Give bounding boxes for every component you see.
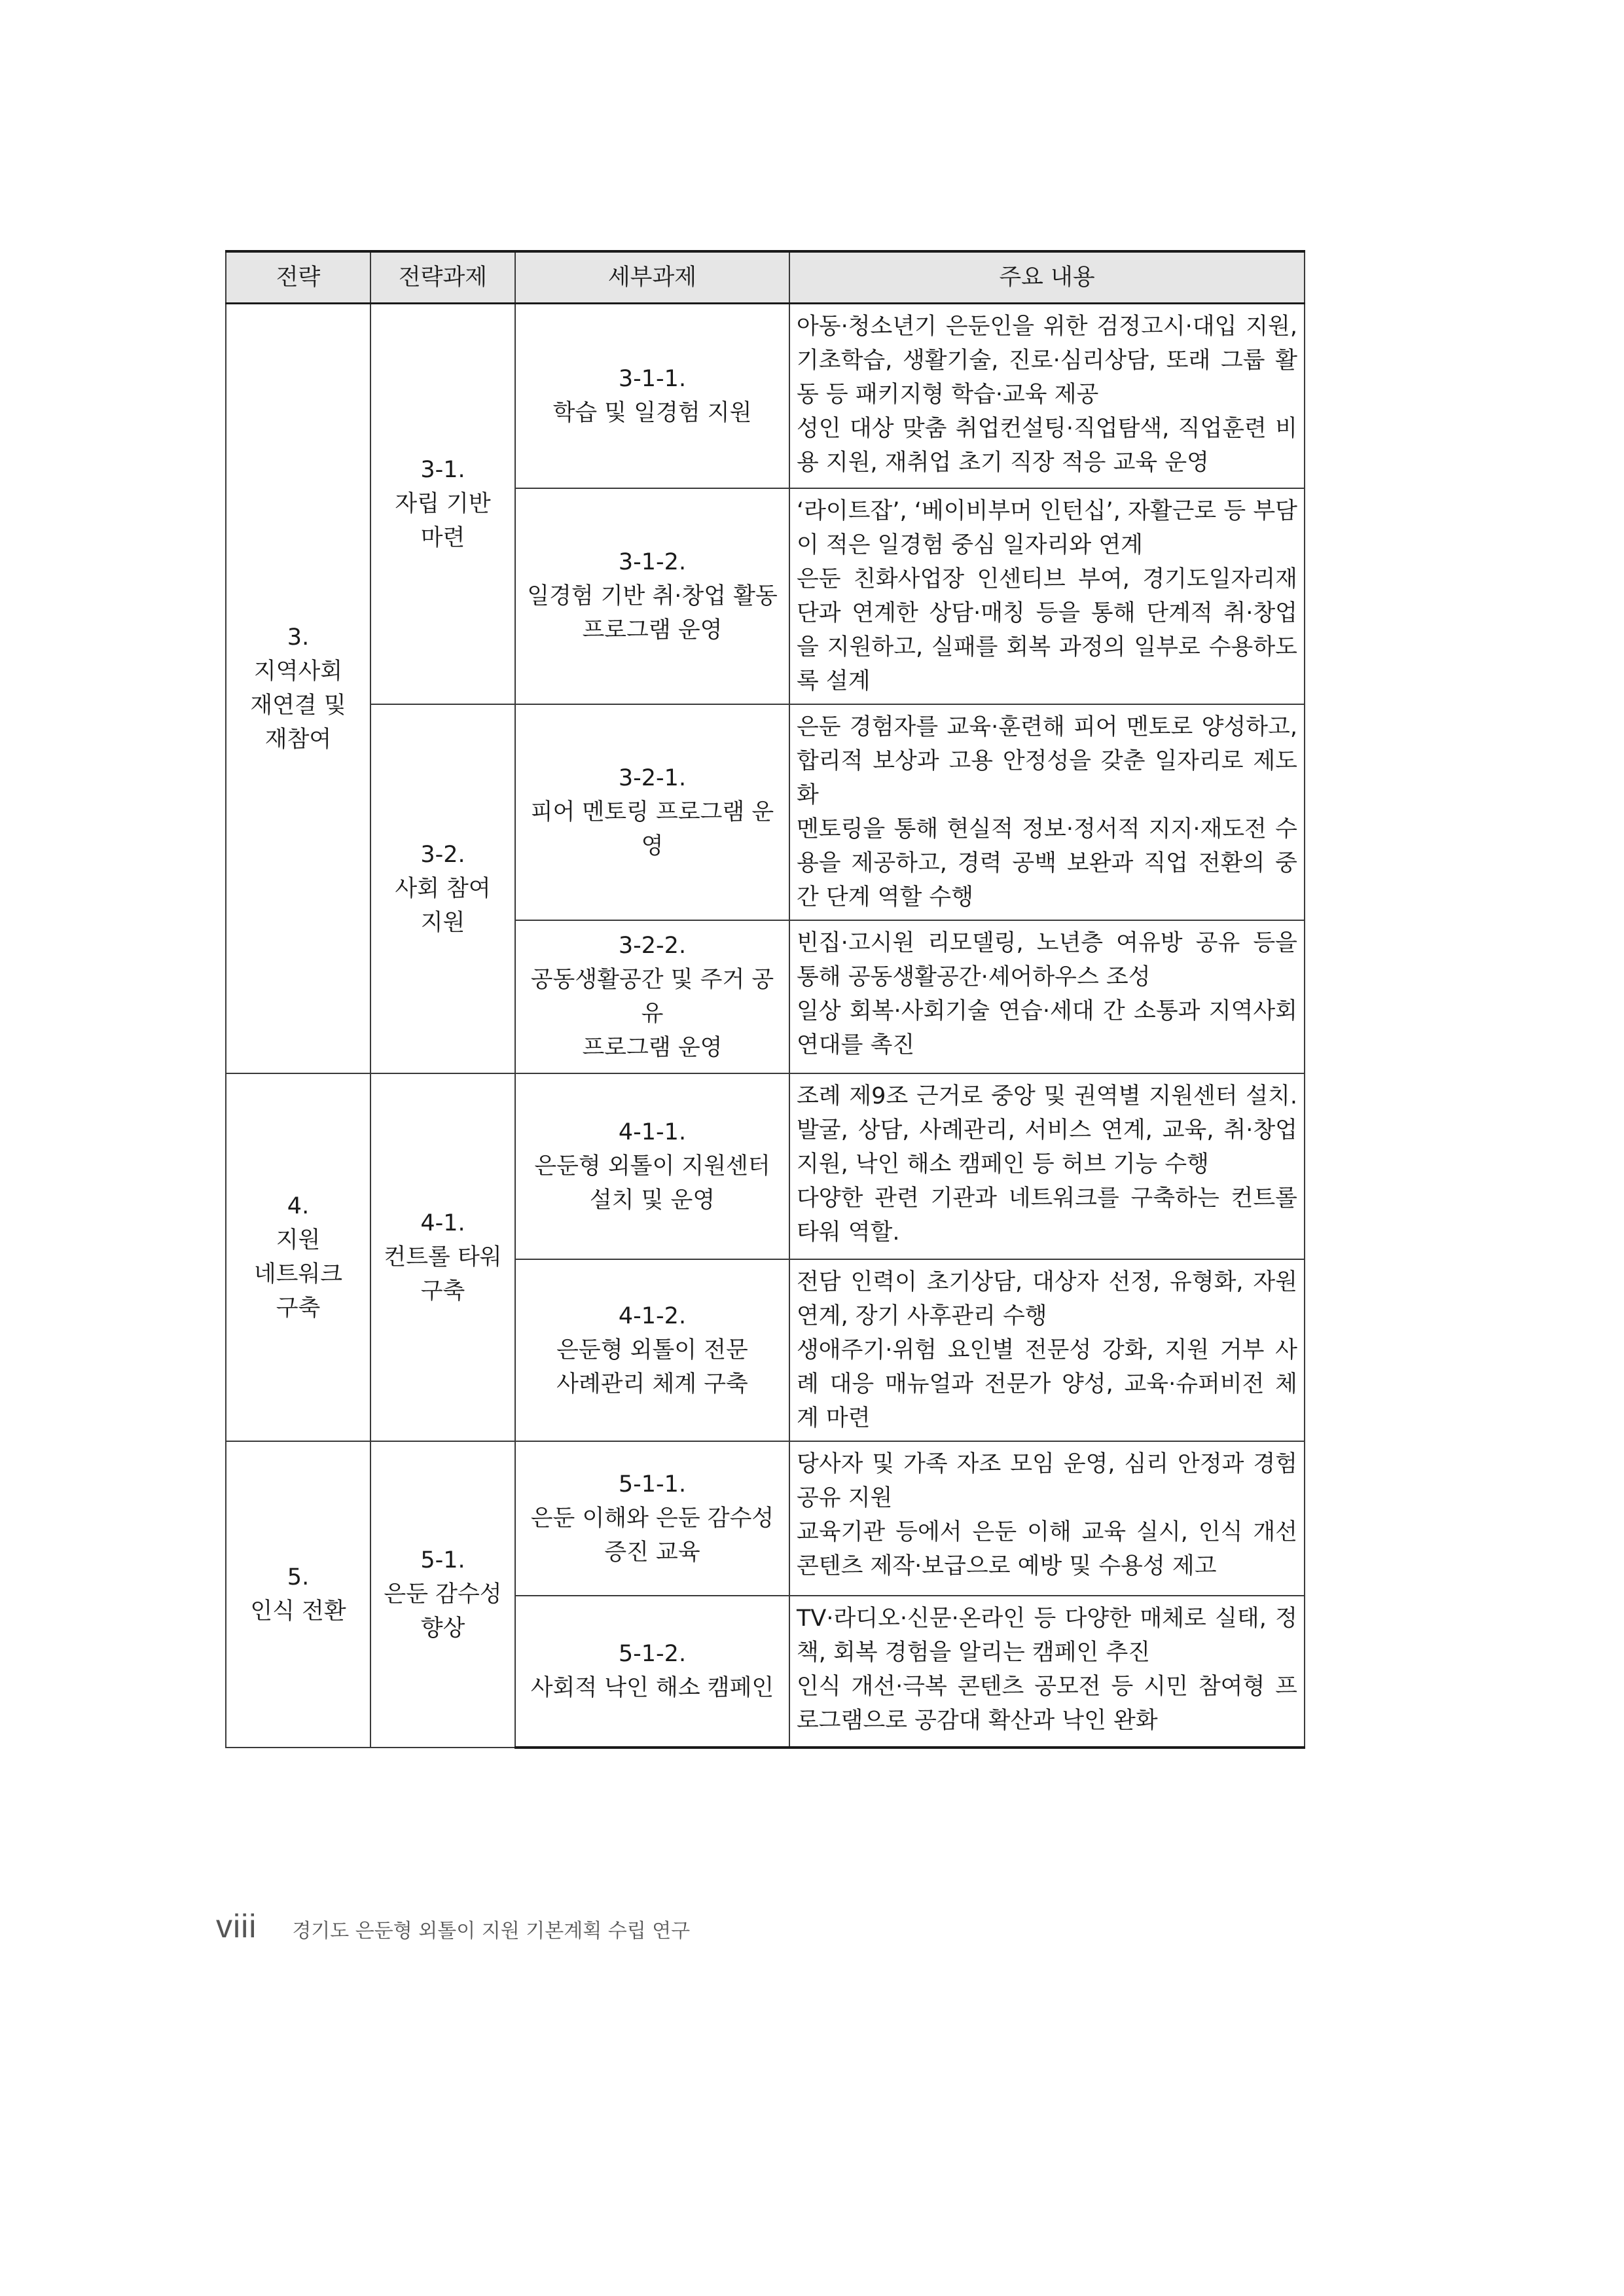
strategy-line: 5. — [287, 1564, 310, 1590]
subtask-line: 은둔형 외톨이 전문 — [556, 1336, 748, 1363]
task-line: 지원 — [420, 909, 465, 936]
subtask-line: 사회적 낙인 해소 캠페인 — [530, 1675, 774, 1701]
document-title: 경기도 은둔형 외톨이 지원 기본계획 수립 연구 — [292, 1920, 691, 1943]
header-strategic-task: 전략과제 — [370, 251, 515, 304]
table-row — [226, 704, 1305, 920]
strategy-line: 3. — [287, 624, 310, 651]
content-cell — [789, 1441, 1305, 1596]
table-row — [226, 1073, 1305, 1259]
subtask-cell — [515, 304, 789, 488]
content-paragraph: TV·라디오·신문·온라인 등 다양한 매체로 실태, 정책, 회복 경험을 알리는 캠페인 추진 — [797, 1605, 1297, 1666]
subtask-cell — [515, 1441, 789, 1596]
task-line: 사회 참여 — [395, 875, 491, 902]
header-subtask: 세부과제 — [515, 251, 789, 304]
content-cell — [789, 488, 1305, 704]
task-line: 마련 — [420, 524, 465, 551]
strategy-line: 지원 — [276, 1227, 321, 1253]
strategic-task-cell — [370, 304, 515, 704]
content-cell — [789, 1259, 1305, 1441]
task-line: 컨트롤 타워 — [384, 1244, 502, 1270]
content-paragraph: 은둔 친화사업장 인센티브 부여, 경기도일자리재단과 연계한 상담·매칭 등을 통해 단계적 취·창업을 지원하고, 실패를 회복 과정의 일부로 수용하도록 설계 — [797, 565, 1297, 694]
content-cell — [789, 1596, 1305, 1748]
page-number: viii — [216, 1908, 257, 1945]
subtask-line: 설치 및 운영 — [589, 1187, 715, 1213]
strategy-line: 지역사회 — [253, 658, 343, 685]
subtask-line: 일경험 기반 취·창업 활동 — [527, 583, 778, 609]
task-line: 구축 — [420, 1278, 465, 1304]
content-paragraph: 생애주기·위험 요인별 전문성 강화, 지원 거부 사례 대응 매뉴얼과 전문가 양성, 교육·슈퍼비전 체계 마련 — [797, 1336, 1297, 1431]
content-cell — [789, 1073, 1305, 1259]
subtask-line: 4-1-2. — [618, 1302, 687, 1329]
strategy-line: 인식 전환 — [250, 1598, 346, 1624]
strategic-task-cell — [370, 1073, 515, 1441]
task-line: 3-2. — [420, 841, 465, 868]
content-paragraph: 인식 개선·극복 콘텐츠 공모전 등 시민 참여형 프로그램으로 공감대 확산과 낙인 완화 — [797, 1673, 1297, 1734]
strategy-line: 재참여 — [264, 726, 332, 753]
subtask-line: 3-2-1. — [618, 764, 687, 791]
content-paragraph: ‘라이트잡’, ‘베이비부머 인턴십’, 자활근로 등 부담이 적은 일경험 중심 일자리와 연계 — [797, 497, 1297, 558]
content-paragraph: 교육기관 등에서 은둔 이해 교육 실시, 인식 개선 콘텐츠 제작·보급으로 예방 및 수용성 제고 — [797, 1518, 1297, 1579]
task-line: 향상 — [420, 1615, 465, 1641]
subtask-line: 프로그램 운영 — [582, 1034, 723, 1061]
subtask-line: 은둔 이해와 은둔 감수성 — [530, 1505, 774, 1532]
strategy-line: 구축 — [276, 1295, 321, 1321]
strategy-cell — [226, 1441, 370, 1748]
strategy-table — [225, 250, 1305, 1749]
content-cell — [789, 704, 1305, 920]
task-line: 4-1. — [420, 1210, 465, 1236]
header-main-content: 주요 내용 — [789, 251, 1305, 304]
table-row — [226, 1441, 1305, 1596]
content-paragraph: 당사자 및 가족 자조 모임 운영, 심리 안정과 경험 공유 지원 — [797, 1450, 1297, 1511]
content-paragraph: 다양한 관련 기관과 네트워크를 구축하는 컨트롤 타워 역할. — [797, 1185, 1297, 1246]
content-paragraph: 일상 회복·사회기술 연습·세대 간 소통과 지역사회 연대를 촉진 — [797, 997, 1297, 1058]
subtask-line: 3-1-1. — [618, 365, 687, 392]
strategy-cell — [226, 304, 370, 1073]
subtask-line: 증진 교육 — [604, 1539, 700, 1566]
subtask-line: 3-2-2. — [618, 932, 687, 959]
content-paragraph: 멘토링을 통해 현실적 정보·정서적 지지·재도전 수용을 제공하고, 경력 공백 보완과 직업 전환의 중간 단계 역할 수행 — [797, 816, 1297, 910]
strategy-line: 재연결 및 — [250, 692, 346, 719]
subtask-cell — [515, 1259, 789, 1441]
table-row — [226, 304, 1305, 488]
strategic-task-cell — [370, 704, 515, 1073]
strategy-cell — [226, 1073, 370, 1441]
strategy-line: 4. — [287, 1193, 310, 1219]
task-line: 5-1. — [420, 1547, 465, 1573]
content-paragraph: 조례 제9조 근거로 중앙 및 권역별 지원센터 설치. 발굴, 상담, 사례관리, 서비스 연계, 교육, 취·창업 지원, 낙인 해소 캠페인 등 허브 기능 수행 — [797, 1083, 1297, 1177]
subtask-line: 피어 멘토링 프로그램 운영 — [530, 798, 774, 859]
content-paragraph: 빈집·고시원 리모델링, 노년층 여유방 공유 등을 통해 공동생활공간·셰어하우스 조성 — [797, 929, 1297, 990]
subtask-line: 은둔형 외톨이 지원센터 — [534, 1153, 770, 1179]
task-line: 3-1. — [420, 456, 465, 483]
task-line: 은둔 감수성 — [384, 1581, 502, 1607]
content-paragraph: 성인 대상 맞춤 취업컨설팅·직업탐색, 직업훈련 비용 지원, 재취업 초기 직장 적응 교육 운영 — [797, 416, 1297, 476]
strategy-line: 네트워크 — [253, 1261, 343, 1287]
subtask-cell — [515, 920, 789, 1073]
table-header-row — [226, 251, 1305, 304]
strategic-task-cell — [370, 1441, 515, 1748]
task-line: 자립 기반 — [395, 490, 491, 517]
content-paragraph: 아동·청소년기 은둔인을 위한 검정고시·대입 지원, 기초학습, 생활기술, 진로·심리상담, 또래 그룹 활동 등 패키지형 학습·교육 제공 — [797, 314, 1297, 408]
subtask-line: 사례관리 체계 구축 — [556, 1371, 748, 1397]
subtask-line: 5-1-1. — [618, 1471, 687, 1498]
subtask-line: 4-1-1. — [618, 1119, 687, 1145]
header-strategy: 전략 — [226, 251, 370, 304]
subtask-line: 학습 및 일경험 지원 — [552, 399, 752, 426]
subtask-line: 3-1-2. — [618, 548, 687, 575]
content-paragraph: 전담 인력이 초기상담, 대상자 선정, 유형화, 자원 연계, 장기 사후관리 수행 — [797, 1268, 1297, 1329]
subtask-line: 5-1-2. — [618, 1641, 687, 1667]
subtask-cell — [515, 704, 789, 920]
subtask-cell — [515, 1596, 789, 1748]
page-footer — [216, 1907, 690, 1946]
content-paragraph: 은둔 경험자를 교육·훈련해 피어 멘토로 양성하고, 합리적 보상과 고용 안정성을 갖춘 일자리로 제도화 — [797, 713, 1297, 808]
subtask-line: 프로그램 운영 — [582, 617, 723, 643]
subtask-cell — [515, 488, 789, 704]
subtask-line: 공동생활공간 및 주거 공유 — [530, 966, 774, 1027]
content-cell — [789, 304, 1305, 488]
content-cell — [789, 920, 1305, 1073]
subtask-cell — [515, 1073, 789, 1259]
